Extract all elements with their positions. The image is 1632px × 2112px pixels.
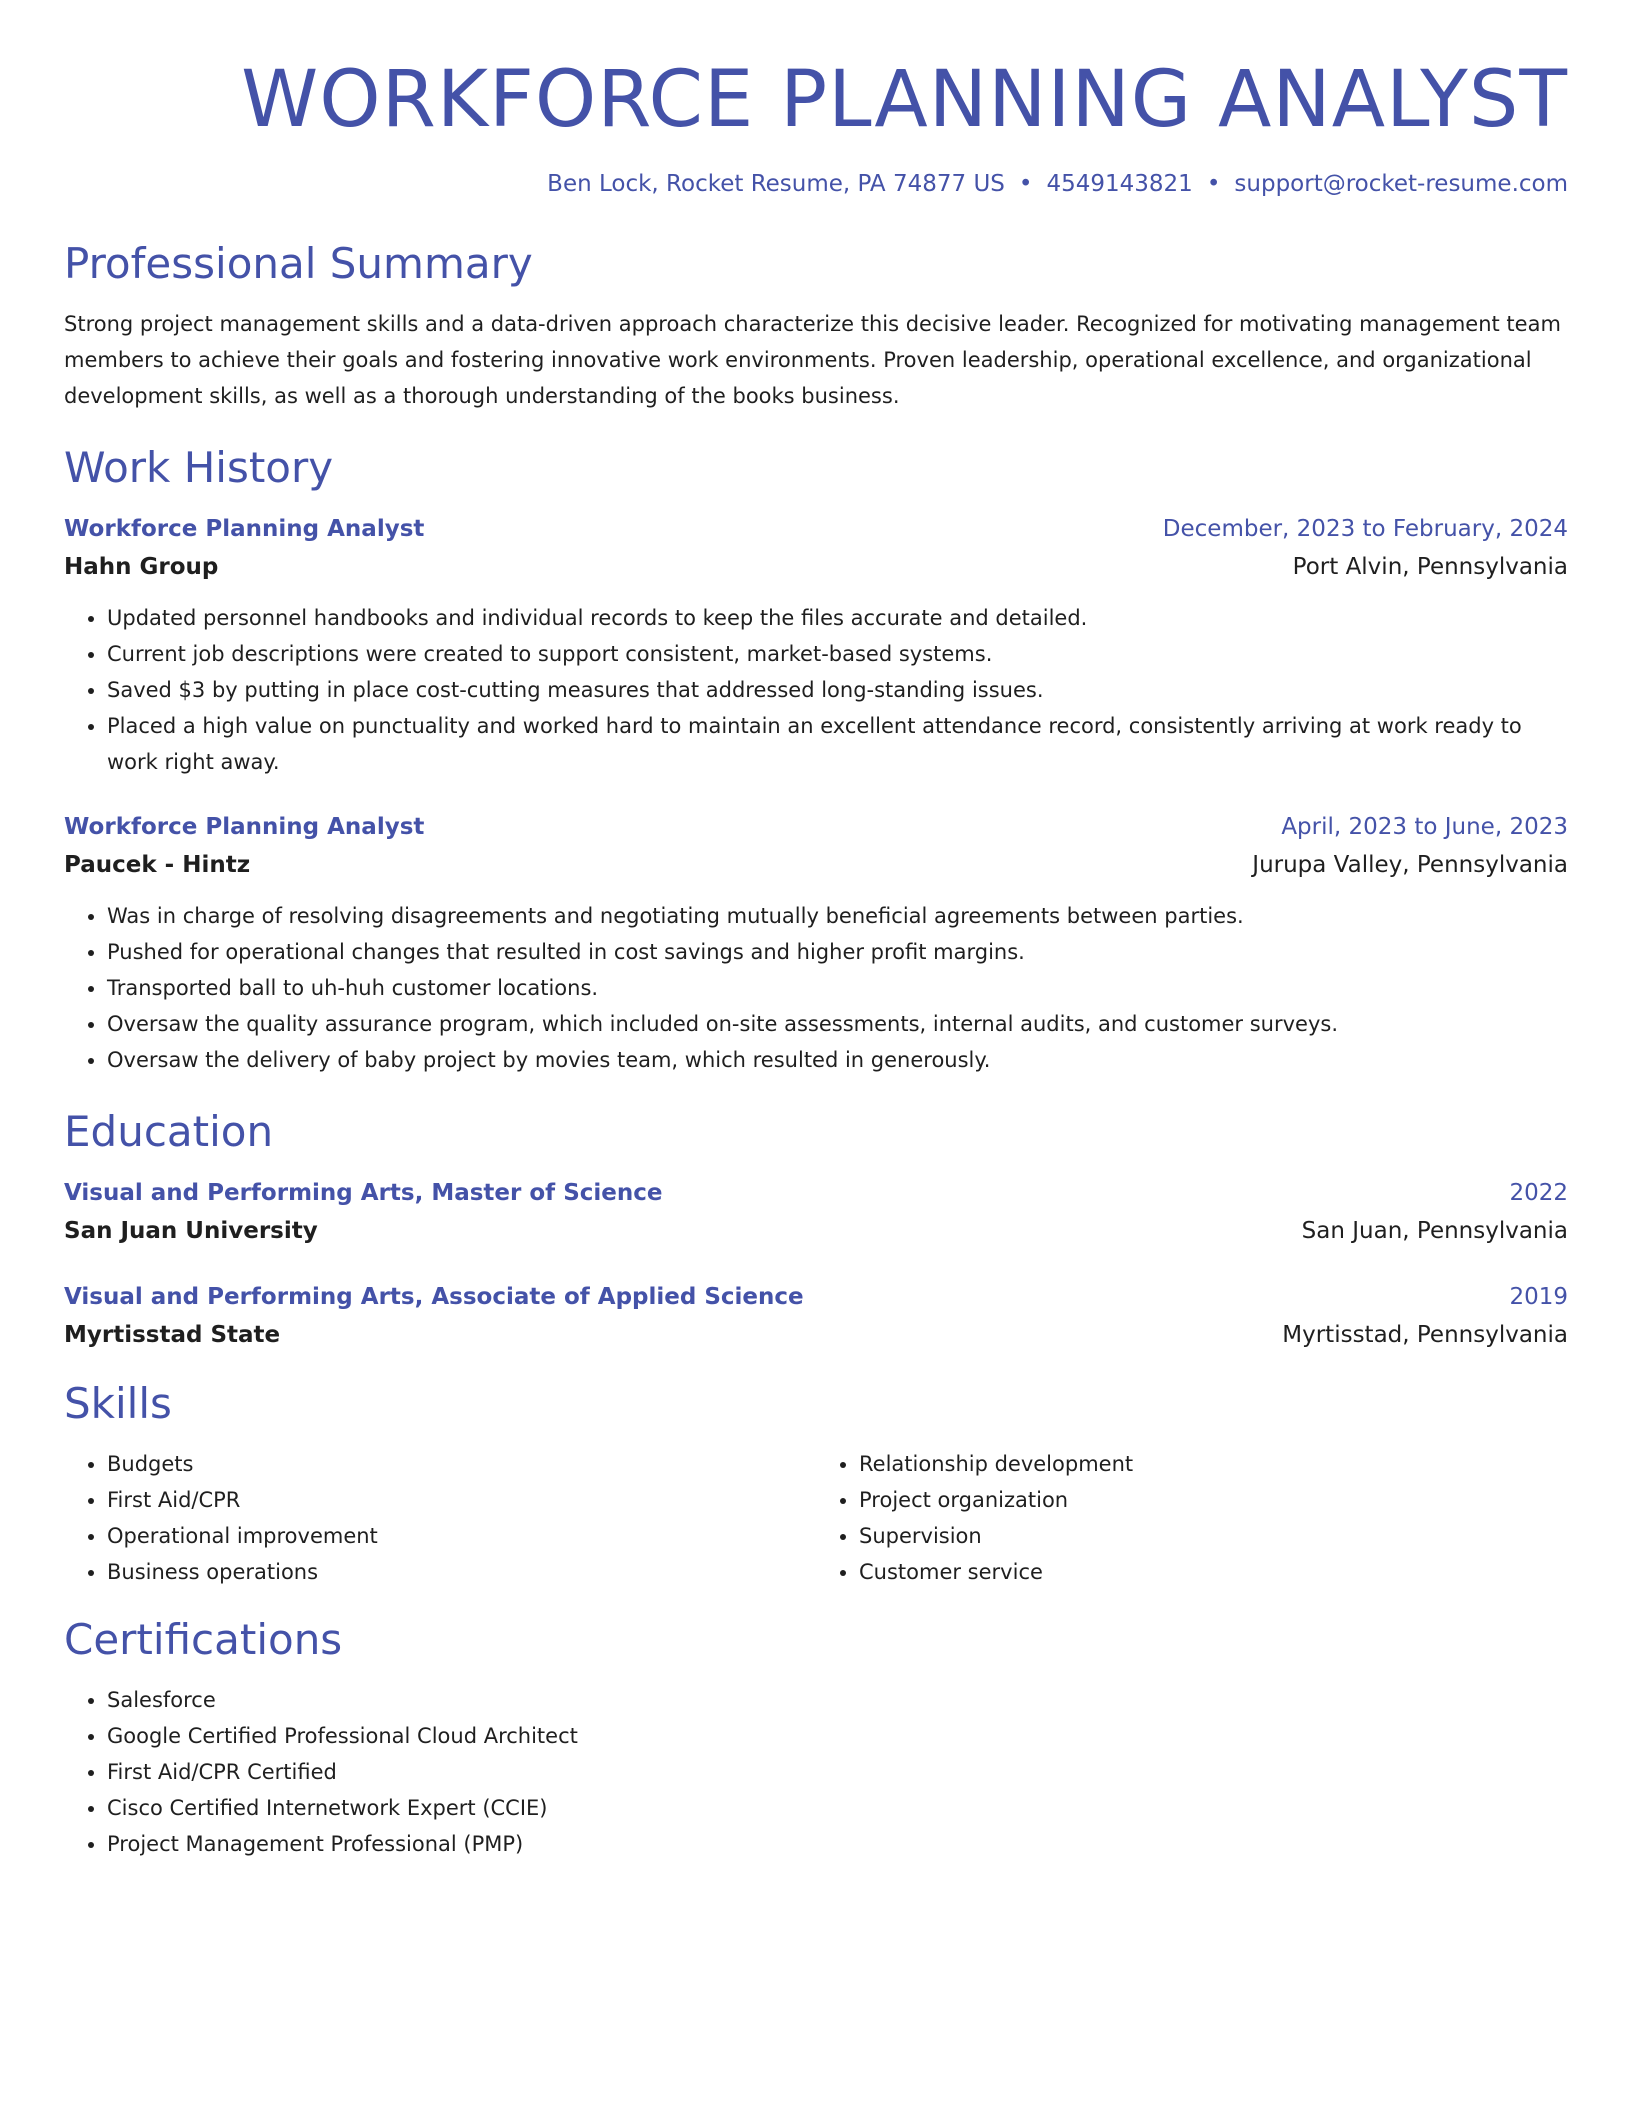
skills-list — [64, 1446, 816, 1590]
job-title: WORKFORCE PLANNING ANALYST — [241, 55, 1568, 145]
list-item: • Project organization — [859, 1482, 1568, 1518]
section-heading: Education — [64, 1107, 274, 1156]
job-company: Paucek - Hintz — [64, 852, 251, 878]
list-item: • Oversaw the delivery of baby project by movies team, which resulted in generously. — [107, 1042, 1568, 1078]
work-history-section — [64, 442, 1568, 1078]
job-bullets — [64, 600, 1568, 780]
list-item: • Saved $3 by putting in place cost-cutting measures that addressed long-standing issues. — [107, 672, 1568, 708]
school-location: Myrtisstad, Pennsylvania — [1282, 1322, 1568, 1348]
list-item: • Current job descriptions were created to support consistent, market-based systems. — [107, 636, 1568, 672]
section-heading: Work History — [64, 443, 334, 492]
contact-address: Ben Lock, Rocket Resume, PA 74877 US — [547, 171, 1005, 197]
list-item: • Operational improvement — [107, 1518, 816, 1554]
degree: Visual and Performing Arts, Master of Science — [64, 1180, 663, 1206]
skills-grid — [64, 1446, 1568, 1590]
list-item: • Cisco Certified Internetwork Expert (CCIE) — [107, 1790, 1568, 1826]
list-item: • Google Certified Professional Cloud Architect — [107, 1718, 1568, 1754]
job-bullets — [64, 898, 1568, 1078]
job-location: Jurupa Valley, Pennsylvania — [1252, 852, 1568, 878]
list-item: • Budgets — [107, 1446, 816, 1482]
certifications-section — [64, 1614, 1568, 1862]
list-item: • Pushed for operational changes that resulted in cost savings and higher profit margins. — [107, 934, 1568, 970]
summary-text: Strong project management skills and a data-driven approach characterize this decisive leader. Recognized for motivating management team members to achieve their goals and fostering innovative work environments. Proven leadership, operational excellence, and organizational development skills, as well as a thorough understanding of the books business. — [64, 312, 1561, 408]
education-entry — [64, 1174, 1568, 1250]
school-name: San Juan University — [64, 1218, 318, 1244]
job-location: Port Alvin, Pennsylvania — [1292, 554, 1568, 580]
list-item: • Supervision — [859, 1518, 1568, 1554]
list-item: • Updated personnel handbooks and individual records to keep the files accurate and detailed. — [107, 600, 1568, 636]
degree: Visual and Performing Arts, Associate of Applied Science — [64, 1284, 804, 1310]
job-role: Workforce Planning Analyst — [64, 516, 425, 542]
list-item: • Transported ball to uh-huh customer locations. — [107, 970, 1568, 1006]
list-item: • Project Management Professional (PMP) — [107, 1826, 1568, 1862]
job-role: Workforce Planning Analyst — [64, 814, 425, 840]
summary-section — [64, 238, 1568, 414]
section-heading: Professional Summary — [64, 239, 533, 288]
job-dates: December, 2023 to February, 2024 — [1162, 516, 1568, 542]
resume-header — [64, 52, 1568, 200]
education-section — [64, 1106, 1568, 1354]
job-dates: April, 2023 to June, 2023 — [1281, 814, 1568, 840]
section-heading: Skills — [64, 1379, 172, 1428]
skills-list — [816, 1446, 1568, 1590]
contact-separator: • — [1206, 171, 1221, 197]
section-heading: Certifications — [64, 1615, 343, 1664]
list-item: • Salesforce — [107, 1682, 1568, 1718]
contact-phone: 4549143821 — [1046, 171, 1193, 197]
skills-column-left — [64, 1446, 816, 1590]
list-item: • Customer service — [859, 1554, 1568, 1590]
list-item: • Was in charge of resolving disagreements and negotiating mutually beneficial agreements between parties. — [107, 898, 1568, 934]
school-location: San Juan, Pennsylvania — [1301, 1218, 1568, 1244]
graduation-year: 2019 — [1509, 1284, 1568, 1310]
school-name: Myrtisstad State — [64, 1322, 281, 1348]
education-entry — [64, 1278, 1568, 1354]
contact-separator: • — [1018, 171, 1033, 197]
list-item: • First Aid/CPR Certified — [107, 1754, 1568, 1790]
job-entry — [64, 510, 1568, 780]
list-item: • Placed a high value on punctuality and worked hard to maintain an excellent attendance record, consistently arriving at work ready to work right away. — [107, 708, 1568, 780]
list-item: • Relationship development — [859, 1446, 1568, 1482]
list-item: • Oversaw the quality assurance program, which included on-site assessments, internal audits, and customer surveys. — [107, 1006, 1568, 1042]
job-entry — [64, 808, 1568, 1078]
graduation-year: 2022 — [1509, 1180, 1568, 1206]
skills-section — [64, 1378, 1568, 1590]
contact-email: support@rocket-resume.com — [1234, 171, 1568, 197]
certifications-list — [64, 1682, 1568, 1862]
skills-column-right — [816, 1446, 1568, 1590]
list-item: • Business operations — [107, 1554, 816, 1590]
contact-line — [64, 168, 1568, 200]
list-item: • First Aid/CPR — [107, 1482, 816, 1518]
job-company: Hahn Group — [64, 554, 219, 580]
